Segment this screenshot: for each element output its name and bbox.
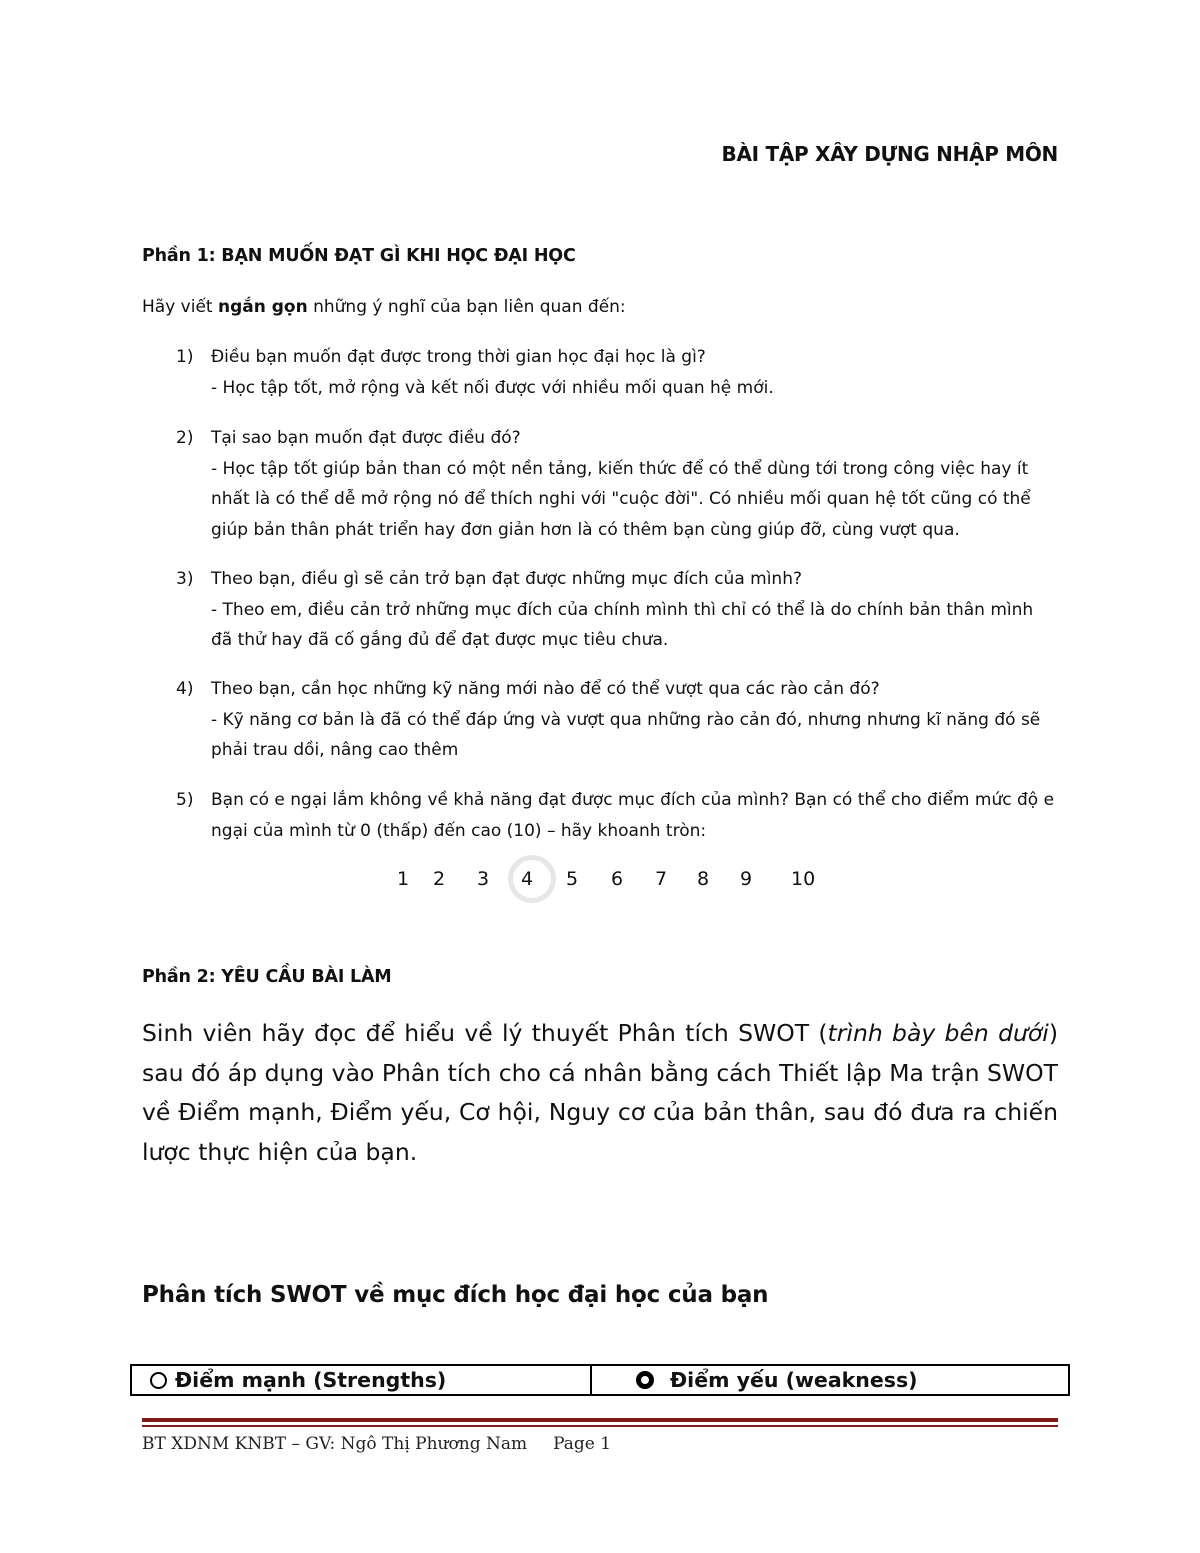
question-4 bbox=[176, 674, 1056, 766]
score-option[interactable]: 3 bbox=[477, 868, 490, 890]
question-text: Theo bạn, điều gì sẽ cản trở bạn đạt được những mục đích của mình? bbox=[211, 569, 802, 589]
score-option[interactable]: 5 bbox=[566, 868, 579, 890]
question-number: 4) bbox=[176, 679, 194, 699]
question-number: 1) bbox=[176, 347, 194, 367]
score-option[interactable]: 6 bbox=[611, 868, 624, 890]
page-footer bbox=[142, 1434, 611, 1454]
question-text: Điều bạn muốn đạt được trong thời gian học đại học là gì? bbox=[211, 347, 706, 367]
swot-weakness-cell[interactable] bbox=[592, 1366, 1068, 1394]
question-text: Tại sao bạn muốn đạt được điều đó? bbox=[211, 428, 521, 448]
page-number: Page 1 bbox=[553, 1434, 612, 1454]
question-number: 3) bbox=[176, 569, 194, 589]
answer-text: - Theo em, điều cản trở những mục đích của chính mình thì chỉ có thể là do chính bản thân mình đã thử hay đã cố gắng đủ để đạt được mục tiêu chưa. bbox=[211, 599, 1034, 650]
score-option[interactable]: 9 bbox=[740, 868, 753, 890]
swot-strengths-cell[interactable] bbox=[132, 1366, 592, 1394]
score-scale bbox=[0, 864, 1200, 904]
answer-text: - Học tập tốt, mở rộng và kết nối được với nhiều mối quan hệ mới. bbox=[211, 377, 774, 398]
task-text-start: Sinh viên hãy đọc để hiểu về lý thuyết Phân tích SWOT ( bbox=[142, 1019, 828, 1047]
score-option[interactable]: 1 bbox=[397, 868, 410, 890]
score-option-selected[interactable]: 4 bbox=[521, 868, 534, 890]
task-emphasis: trình bày bên dưới bbox=[827, 1019, 1049, 1047]
score-option[interactable]: 8 bbox=[697, 868, 710, 890]
intro-text-start: Hãy viết bbox=[142, 297, 218, 317]
score-option[interactable]: 2 bbox=[433, 868, 446, 890]
part1-heading: Phần 1: BẠN MUỐN ĐẠT GÌ KHI HỌC ĐẠI HỌC bbox=[142, 246, 576, 266]
footer-rule-thin bbox=[142, 1425, 1058, 1427]
part2-heading: Phần 2: YÊU CẦU BÀI LÀM bbox=[142, 967, 392, 987]
swot-table bbox=[130, 1364, 1070, 1396]
circle-bullet-icon bbox=[636, 1371, 654, 1389]
question-2 bbox=[176, 423, 1056, 545]
swot-title: Phân tích SWOT về mục đích học đại học của bạn bbox=[142, 1282, 769, 1308]
question-text: Bạn có e ngại lắm không về khả năng đạt được mục đích của mình? Bạn có thể cho điểm mức độ e ngại của mình từ 0 (thấp) đến cao (10) – hãy khoanh tròn: bbox=[211, 790, 1055, 841]
footer-text: BT XDNM KNBT – GV: Ngô Thị Phương Nam bbox=[142, 1434, 528, 1454]
question-text: Theo bạn, cần học những kỹ năng mới nào để có thể vượt qua các rào cản đó? bbox=[211, 679, 880, 699]
question-3 bbox=[176, 564, 1056, 656]
question-number: 2) bbox=[176, 428, 194, 448]
task-text-end: ) sau đó áp dụng vào Phân tích cho cá nhân bằng cách Thiết lập Ma trận SWOT về Điểm mạnh, Điểm yếu, Cơ hội, Nguy cơ của bản thân, sau đó đưa ra chiến lược thực hiện của bạn. bbox=[142, 1019, 1058, 1166]
score-option[interactable]: 10 bbox=[791, 868, 816, 890]
question-1 bbox=[176, 342, 1056, 403]
part2-task bbox=[142, 1014, 1058, 1172]
score-option[interactable]: 7 bbox=[655, 868, 668, 890]
intro-text-end: những ý nghĩ của bạn liên quan đến: bbox=[307, 297, 626, 317]
part1-intro bbox=[142, 297, 626, 317]
intro-emphasis: ngắn gọn bbox=[217, 297, 308, 317]
answer-text: - Kỹ năng cơ bản là đã có thể đáp ứng và vượt qua những rào cản đó, nhưng nhưng kĩ năng đó sẽ phải trau dồi, nâng cao thêm bbox=[211, 709, 1041, 760]
document-title: BÀI TẬP XÂY DỰNG NHẬP MÔN bbox=[721, 142, 1058, 166]
answer-text: - Học tập tốt giúp bản than có một nền tảng, kiến thức để có thể dùng tới trong công việc hay ít nhất là có thể dễ mở rộng nó để thích nghi với "cuộc đời". Có nhiều mối quan hệ tốt cũng có thể giúp bản thân phát triển hay đơn giản hơn là có thêm bạn cùng giúp đỡ, cùng vượt qua. bbox=[211, 458, 1031, 540]
swot-weakness-label: Điểm yếu (weakness) bbox=[670, 1368, 918, 1392]
question-number: 5) bbox=[176, 790, 194, 810]
question-5 bbox=[176, 785, 1056, 846]
swot-strengths-label: Điểm mạnh (Strengths) bbox=[175, 1368, 447, 1392]
footer-rule-thick bbox=[142, 1418, 1058, 1422]
circle-bullet-icon bbox=[150, 1372, 167, 1389]
